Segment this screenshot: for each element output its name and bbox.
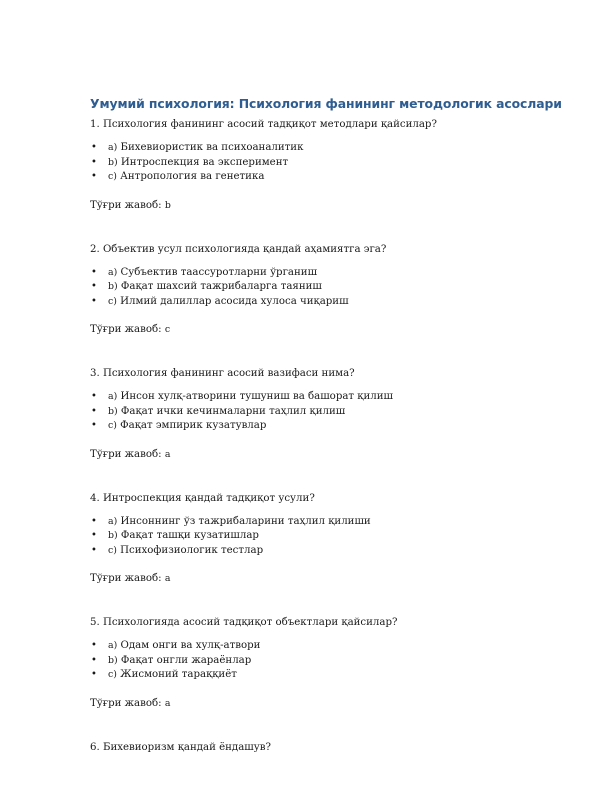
option-item xyxy=(90,515,530,530)
option-text: Фақат эмпирик кузатувлар xyxy=(120,420,267,431)
option-item xyxy=(90,544,530,559)
option-letter: a) xyxy=(108,515,118,527)
bullet-icon: • xyxy=(91,142,97,153)
document-title: Умумий психология: Психология фанининг методологик асослари xyxy=(90,96,562,111)
option-text: Фақат ички кечинмаларни таҳлил қилиш xyxy=(120,405,346,417)
correct-answer xyxy=(90,323,530,336)
option-text: Одам онги ва хулқ-атвори xyxy=(120,640,261,651)
option-item xyxy=(90,405,530,420)
bullet-icon: • xyxy=(91,295,97,307)
question-text: 2. Объектив усул психологияда қандай аҳамиятга эга? xyxy=(90,243,387,255)
question-6 xyxy=(90,741,530,754)
option-item xyxy=(90,390,530,405)
bullet-icon: • xyxy=(91,391,97,402)
option-letter: a) xyxy=(108,266,118,278)
answer-label: Тўғри жавоб: xyxy=(90,199,162,211)
option-letter: b) xyxy=(108,281,118,292)
option-text: Антропология ва генетика xyxy=(120,171,265,182)
option-text: Фақат ташқи кузатишлар xyxy=(120,530,259,541)
question-text: 3. Психология фанининг асосий вазифаси нима? xyxy=(90,368,355,379)
option-letter: c) xyxy=(108,295,117,307)
bullet-icon: • xyxy=(91,669,97,680)
option-letter: c) xyxy=(108,420,117,431)
question-1 xyxy=(90,118,530,212)
answer-value: b xyxy=(164,199,171,211)
option-list xyxy=(90,390,530,434)
option-list xyxy=(90,639,530,683)
option-letter: b) xyxy=(108,530,118,541)
bullet-icon: • xyxy=(91,420,97,431)
answer-label: Тўғри жавоб: xyxy=(90,573,162,584)
option-text: Психофизиологик тестлар xyxy=(120,544,264,556)
option-letter: b) xyxy=(108,654,118,666)
option-item xyxy=(90,668,530,683)
question-text: 4. Интроспекция қандай тадқиқот усули? xyxy=(90,492,315,504)
option-letter: a) xyxy=(108,142,118,153)
correct-answer xyxy=(90,697,530,710)
answer-label: Тўғри жавоб: xyxy=(90,697,162,709)
option-item xyxy=(90,295,530,310)
bullet-icon: • xyxy=(91,515,97,527)
option-letter: b) xyxy=(108,405,118,417)
answer-value: c xyxy=(164,324,171,335)
option-text: Фақат онгли жараёнлар xyxy=(120,654,252,666)
answer-value: a xyxy=(164,573,171,584)
question-text: 5. Психологияда асосий тадқиқот объектлари қайсилар? xyxy=(90,617,398,628)
bullet-icon: • xyxy=(91,654,97,666)
question-2 xyxy=(90,243,530,337)
answer-value: a xyxy=(164,697,171,709)
question-3 xyxy=(90,367,530,461)
option-item xyxy=(90,170,530,185)
question-list xyxy=(90,118,530,754)
option-letter: b) xyxy=(108,156,118,168)
bullet-icon: • xyxy=(91,405,97,417)
bullet-icon: • xyxy=(91,640,97,651)
bullet-icon: • xyxy=(91,544,97,556)
option-letter: c) xyxy=(108,171,117,182)
question-5 xyxy=(90,616,530,710)
answer-label: Тўғри жавоб: xyxy=(90,324,162,335)
option-item xyxy=(90,141,530,156)
option-letter: c) xyxy=(108,669,117,680)
option-item xyxy=(90,419,530,434)
bullet-icon: • xyxy=(91,281,97,292)
bullet-icon: • xyxy=(91,530,97,541)
option-letter: a) xyxy=(108,391,118,402)
option-list xyxy=(90,141,530,185)
option-list xyxy=(90,266,530,310)
option-text: Фақат шахсий тажрибаларга таяниш xyxy=(120,281,322,292)
question-text: 1. Психология фанининг асосий тадқиқот методлари қайсилар? xyxy=(90,119,437,130)
bullet-icon: • xyxy=(91,171,97,182)
correct-answer xyxy=(90,448,530,461)
option-item xyxy=(90,156,530,171)
question-text: 6. Бихевиоризм қандай ёндашув? xyxy=(90,741,271,753)
option-text: Инсон хулқ-атворини тушуниш ва башорат қилиш xyxy=(120,391,393,402)
option-item xyxy=(90,639,530,654)
option-text: Субъектив таассуротларни ўрганиш xyxy=(120,266,318,278)
bullet-icon: • xyxy=(91,156,97,168)
correct-answer xyxy=(90,199,530,212)
option-text: Жисмоний тараққиёт xyxy=(120,669,237,680)
bullet-icon: • xyxy=(91,266,97,278)
correct-answer xyxy=(90,572,530,585)
option-text: Илмий далиллар асосида хулоса чиқариш xyxy=(120,295,349,307)
option-text: Бихевиористик ва психоаналитик xyxy=(120,142,304,153)
document-page xyxy=(90,96,562,764)
answer-label: Тўғри жавоб: xyxy=(90,448,162,460)
option-item xyxy=(90,280,530,295)
option-list xyxy=(90,515,530,559)
option-text: Инсоннинг ўз тажрибаларини таҳлил қилиши xyxy=(120,515,371,527)
question-4 xyxy=(90,492,530,586)
option-letter: c) xyxy=(108,544,117,556)
option-item xyxy=(90,529,530,544)
option-text: Интроспекция ва эксперимент xyxy=(120,156,289,168)
option-letter: a) xyxy=(108,640,118,651)
option-item xyxy=(90,654,530,669)
answer-value: a xyxy=(164,448,171,460)
option-item xyxy=(90,266,530,281)
